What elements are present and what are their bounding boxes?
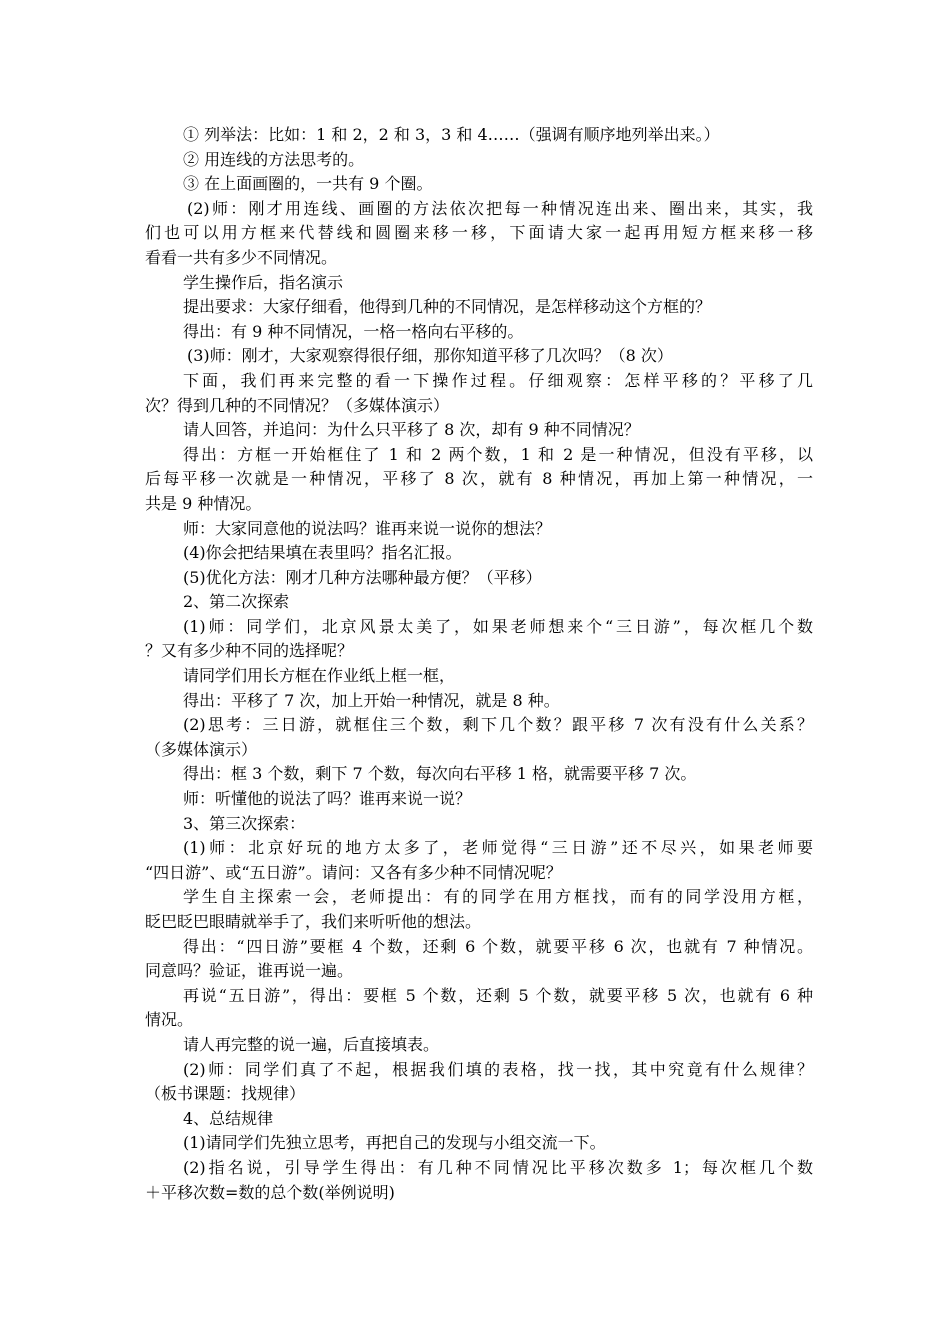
paragraph-line: (1)师：北京好玩的地方太多了，老师觉得“三日游”还不尽兴，如果老师要 (183, 838, 813, 858)
paragraph-line: (2)指名说，引导学生得出：有几种不同情况比平移次数多 1；每次框几个数 (183, 1157, 813, 1177)
paragraph-line: 4、总结规律 (183, 1108, 274, 1128)
paragraph-line: 再说“五日游”，得出：要框 5 个数，还剩 5 个数，就要平移 5 次，也就有 6 种 (183, 985, 813, 1005)
paragraph-line: 同意吗？验证，谁再说一遍。 (145, 961, 354, 981)
paragraph-line: 得出：有 9 种不同情况，一格一格向右平移的。 (183, 321, 524, 341)
paragraph-line: 3、第三次探索： (183, 813, 306, 833)
paragraph-line: 得出：平移了 7 次，加上开始一种情况，就是 8 种。 (183, 690, 560, 710)
paragraph-line: 师：听懂他的说法了吗？谁再来说一说？ (183, 789, 472, 809)
paragraph-line: 眨巴眨巴眼睛就举手了，我们来听听他的想法。 (145, 912, 482, 931)
paragraph-line: 提出要求：大家仔细看，他得到几种的不同情况，是怎样移动这个方框的？ (183, 297, 712, 317)
paragraph-line: 得出：框 3 个数，剩下 7 个数，每次向右平移 1 格，就需要平移 7 次。 (183, 764, 697, 784)
paragraph-line: ① 列举法：比如：1 和 2，2 和 3，3 和 4……（强调有顺序地列举出来。） (183, 125, 720, 144)
paragraph-line: (1)师：同学们，北京风景太美了，如果老师想来个“三日游”，每次框几个数 (183, 616, 813, 636)
paragraph-line: 师：大家同意他的说法吗？谁再来说一说你的想法？ (183, 518, 552, 538)
paragraph-line: ② 用连线的方法思考的。 (183, 149, 365, 169)
paragraph-line: “四日游”、或“五日游”。请问：又各有多少种不同情况呢？ (145, 862, 562, 882)
paragraph-line: (5)优化方法：刚才几种方法哪种最方便？（平移） (183, 567, 542, 587)
paragraph-line: 共是 9 种情况。 (145, 493, 262, 513)
paragraph-line: 请人回答，并追问：为什么只平移了 8 次，却有 9 种不同情况？ (183, 420, 640, 440)
paragraph-line: (2)师：同学们真了不起，根据我们填的表格，找一找，其中究竟有什么规律？ (183, 1059, 813, 1079)
paragraph-line: 下面，我们再来完整的看一下操作过程。仔细观察：怎样平移的？平移了几 (183, 370, 813, 390)
paragraph-line: 情况。 (145, 1010, 194, 1030)
paragraph-line: 们也可以用方框来代替线和圆圈来移一移，下面请大家一起再用短方框来移一移 (145, 223, 813, 243)
paragraph-line: ？又有多少种不同的选择呢？ (145, 641, 354, 661)
paragraph-line: （多媒体演示） (145, 739, 258, 759)
paragraph-line: 请人再完整的说一遍，后直接填表。 (183, 1034, 440, 1054)
paragraph-line: 后每平移一次就是一种情况，平移了 8 次，就有 8 种情况，再加上第一种情况，一 (145, 469, 813, 489)
paragraph-line: 次？得到几种的不同情况？（多媒体演示） (145, 395, 450, 415)
paragraph-line: 得出：方框一开始框住了 1 和 2 两个数，1 和 2 是一种情况，但没有平移，以 (183, 444, 813, 464)
paragraph-line: 看看一共有多少不同情况。 (145, 247, 338, 267)
paragraph-line: （板书课题：找规律） (145, 1084, 306, 1104)
paragraph-line: (2)师：刚才用连线、画圈的方法依次把每一种情况连出来、圈出来，其实，我 (187, 198, 813, 218)
paragraph-line: 2、第二次探索 (183, 592, 290, 612)
document-body (145, 123, 813, 1205)
paragraph-line: (4)你会把结果填在表里吗？指名汇报。 (183, 543, 462, 563)
paragraph-line: (2)思考：三日游，就框住三个数，剩下几个数？跟平移 7 次有没有什么关系？ (183, 715, 813, 735)
paragraph-line: ③ 在上面画圈的，一共有 9 个圈。 (183, 174, 433, 194)
paragraph-line: 学生操作后，指名演示 (183, 272, 344, 292)
paragraph-line: (1)请同学们先独立思考，再把自己的发现与小组交流一下。 (183, 1133, 606, 1153)
paragraph-line: 学生自主探索一会，老师提出：有的同学在用方框找，而有的同学没用方框， (183, 887, 813, 907)
paragraph-line: 请同学们用长方框在作业纸上框一框， (183, 666, 456, 686)
paragraph-line: 得出：“四日游”要框 4 个数，还剩 6 个数，就要平移 6 次，也就有 7 种情况。 (183, 936, 813, 956)
paragraph-line: (3)师：刚才，大家观察得很仔细，那你知道平移了几次吗？（8 次） (187, 346, 673, 366)
paragraph-line: ＋平移次数=数的总个数(举例说明) (145, 1182, 395, 1202)
